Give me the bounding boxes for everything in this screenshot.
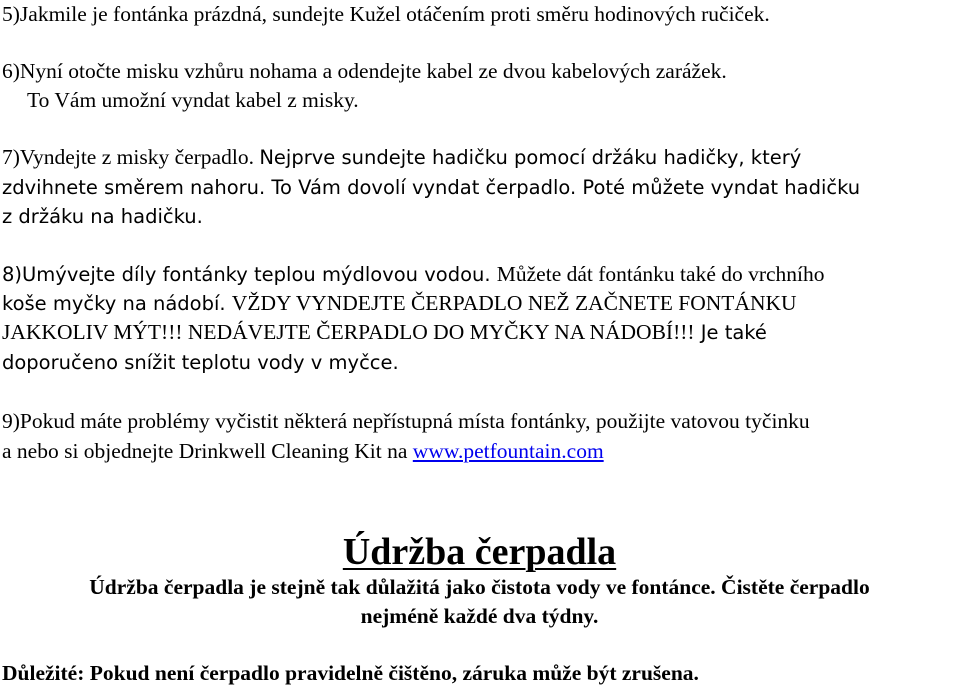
- section-heading: Údržba čerpadla: [342, 531, 617, 573]
- step-9-line-2: [2, 437, 604, 466]
- step-8-line-3: [2, 318, 767, 347]
- petfountain-link[interactable]: www.petfountain.com: [412, 439, 604, 463]
- step-7-line-3: z držáku na hadičku.: [2, 205, 203, 228]
- step-8-line-3-b: Je také: [694, 321, 767, 344]
- step-8-line-1-a: 8)Umývejte díly fontánky teplou mýdlovou vodou.: [2, 263, 497, 286]
- step-8-line-2-b: VŽDY VYNDEJTE ČERPADLO NEŽ ZAČNETE FONTÁNKU: [231, 291, 797, 315]
- step-7-line-1-b: Nejprve sundejte hadičku pomocí držáku hadičky, který: [259, 146, 802, 169]
- step-9-line-1: 9)Pokud máte problémy vyčistit některá nepřístupná místa fontánky, použijte vatovou tyčinku: [2, 409, 810, 433]
- important-note: Důležité: Pokud není čerpadlo pravidelně čištěno, záruka může být zrušena.: [2, 661, 699, 685]
- step-5-line-1: 5)Jakmile je fontánka prázdná, sundejte Kužel otáčením proti směru hodinových ručiček.: [2, 2, 770, 26]
- step-6-line-1: 6)Nyní otočte misku vzhůru nohama a odendejte kabel ze dvou kabelových zarážek.: [2, 59, 727, 83]
- step-8-line-3-a: JAKKOLIV MÝT!!! NEDÁVEJTE ČERPADLO DO MYČKY NA NÁDOBÍ!!!: [2, 320, 695, 344]
- step-7-line-2: zdvihnete směrem nahoru. To Vám dovolí vyndat čerpadlo. Poté můžete vyndat hadičku: [2, 176, 861, 199]
- step-8-line-1-b: Můžete dát fontánku také do vrchního: [496, 262, 825, 286]
- step-8-line-1: [2, 260, 825, 289]
- intro-line-2: nejméně každé dva týdny.: [360, 604, 599, 628]
- step-8-line-2-a: koše myčky na nádobí.: [2, 292, 232, 315]
- intro-line-1: Údržba čerpadla je stejně tak důlažitá jako čistota vody ve fontánce. Čistěte čerpadlo: [89, 575, 870, 599]
- step-9-line-2-a: a nebo si objednejte Drinkwell Cleaning Kit na: [2, 439, 413, 463]
- step-8-line-2: [2, 289, 797, 318]
- step-8-line-4: doporučeno snížit teplotu vody v myčce.: [2, 351, 399, 374]
- step-7-line-1: [2, 143, 801, 172]
- step-7-line-1-a: 7)Vyndejte z misky čerpadlo.: [2, 145, 260, 169]
- step-6-line-2: To Vám umožní vyndat kabel z misky.: [27, 88, 359, 112]
